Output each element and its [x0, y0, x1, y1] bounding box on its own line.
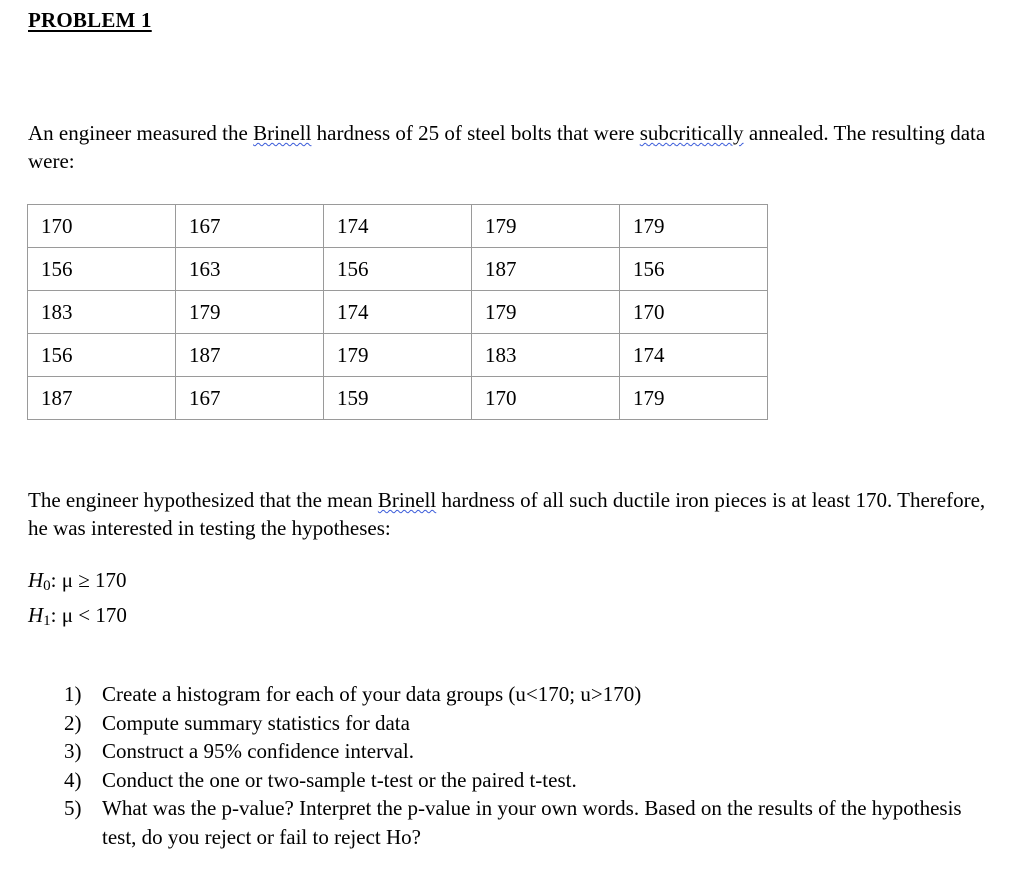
question-text: Create a histogram for each of your data groups (u<170; u>170) — [102, 682, 642, 706]
question-text: What was the p-value? Interpret the p-value in your own words. Based on the results of the hypothesis test, do you reject or fail to reject Ho? — [102, 796, 962, 849]
table-cell: 179 — [176, 291, 324, 334]
table-cell: 179 — [472, 205, 620, 248]
hypothesis-text-2: hardness of all such ductile iron pieces is at least 170. Therefore, he was interested in testing the hypotheses: — [28, 488, 986, 540]
table-cell: 179 — [324, 334, 472, 377]
list-item — [64, 680, 964, 709]
intro-text-2: hardness of 25 of steel bolts that were — [311, 121, 640, 145]
table-cell: 179 — [472, 291, 620, 334]
table-row — [28, 377, 768, 420]
table-cell: 156 — [28, 248, 176, 291]
hypothesis-text-1: The engineer hypothesized that the mean — [28, 488, 378, 512]
alternative-hypothesis — [28, 601, 127, 636]
table-cell: 156 — [324, 248, 472, 291]
table-cell: 170 — [28, 205, 176, 248]
hypothesis-paragraph — [28, 486, 1003, 542]
table-row — [28, 205, 768, 248]
table-cell: 187 — [472, 248, 620, 291]
hardness-data-table — [27, 204, 768, 420]
list-item — [64, 794, 964, 851]
table-cell: 183 — [472, 334, 620, 377]
alternative-hypothesis-statement: : μ < 170 — [50, 603, 127, 627]
table-cell: 170 — [620, 291, 768, 334]
alternative-hypothesis-subscript: 1 — [43, 613, 51, 629]
table-cell: 179 — [620, 205, 768, 248]
table-cell: 179 — [620, 377, 768, 420]
null-hypothesis-statement: : μ ≥ 170 — [50, 568, 127, 592]
list-item — [64, 766, 964, 795]
question-number: 3) — [64, 739, 82, 763]
spellcheck-word-subcritically: subcritically — [639, 121, 744, 145]
table-cell: 187 — [176, 334, 324, 377]
table-cell: 167 — [176, 377, 324, 420]
null-hypothesis — [28, 566, 127, 601]
alternative-hypothesis-letter: H — [28, 603, 44, 627]
question-number: 5) — [64, 796, 82, 820]
table-cell: 159 — [324, 377, 472, 420]
problem-title: PROBLEM 1 — [28, 8, 152, 32]
table-cell: 170 — [472, 377, 620, 420]
null-hypothesis-subscript: 0 — [43, 578, 51, 594]
table-cell: 183 — [28, 291, 176, 334]
intro-text-1: An engineer measured the — [28, 121, 254, 145]
question-text: Construct a 95% confidence interval. — [102, 739, 414, 763]
hypotheses-block — [28, 566, 127, 636]
table-cell: 167 — [176, 205, 324, 248]
table-cell: 174 — [324, 291, 472, 334]
table-cell: 163 — [176, 248, 324, 291]
list-item — [64, 709, 964, 738]
table-cell: 156 — [620, 248, 768, 291]
table-cell: 174 — [620, 334, 768, 377]
table-cell: 156 — [28, 334, 176, 377]
spellcheck-word-brinell-2: Brinell — [377, 488, 437, 512]
question-number: 2) — [64, 710, 82, 735]
question-number: 4) — [64, 767, 82, 792]
table-row — [28, 248, 768, 291]
table-row — [28, 334, 768, 377]
question-list — [64, 680, 964, 851]
intro-text-3: annealed. The resulting data were: — [28, 121, 986, 173]
table-cell: 174 — [324, 205, 472, 248]
question-number: 1) — [64, 682, 82, 706]
table-row — [28, 291, 768, 334]
null-hypothesis-letter: H — [28, 568, 44, 592]
question-text: Compute summary statistics for data — [102, 710, 410, 735]
intro-paragraph — [28, 119, 1003, 175]
question-text: Conduct the one or two-sample t-test or the paired t-test. — [102, 767, 577, 792]
list-item — [64, 737, 964, 766]
spellcheck-word-brinell: Brinell — [253, 121, 312, 145]
table-cell: 187 — [28, 377, 176, 420]
